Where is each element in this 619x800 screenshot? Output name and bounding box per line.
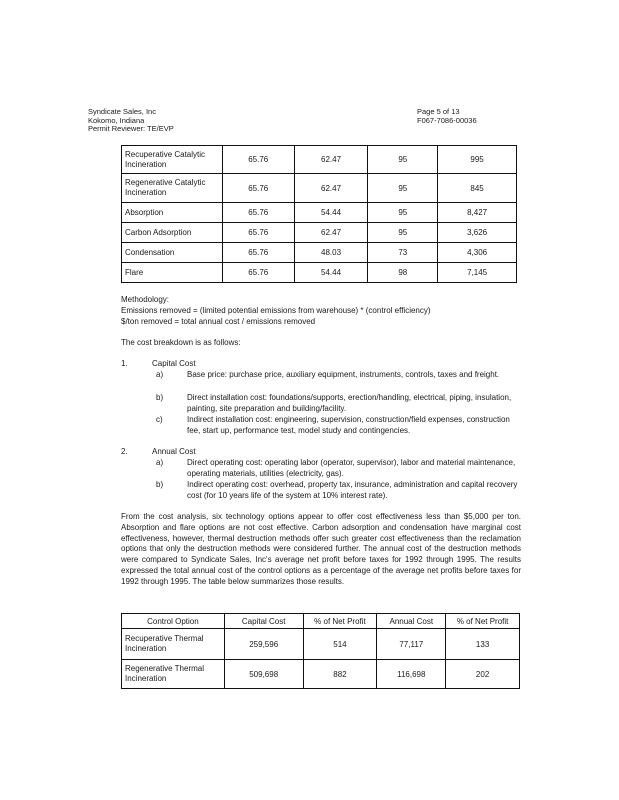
item-marker: b)	[156, 393, 164, 402]
cost-effectiveness-table	[121, 145, 517, 283]
cell: 259,596	[224, 629, 303, 660]
cell: 77,117	[377, 629, 446, 660]
column-header: Capital Cost	[224, 614, 303, 629]
table-row	[122, 146, 517, 174]
list-item: Base price: purchase price, auxiliary equipment, instruments, controls, taxes and freight.	[187, 370, 500, 379]
table-row	[122, 243, 517, 263]
cell: 95	[368, 174, 438, 203]
column-header: Annual Cost	[377, 614, 446, 629]
row-label: Regenerative Thermal Incineration	[122, 660, 225, 689]
cell: 995	[438, 146, 517, 174]
item-marker: b)	[156, 480, 164, 489]
column-header: % of Net Profit	[303, 614, 377, 629]
methodology	[121, 295, 521, 327]
cell: 65.76	[222, 174, 294, 203]
header-page: Page 5 of 13	[417, 107, 460, 116]
cell: 95	[368, 203, 438, 223]
methodology-title: Methodology:	[121, 295, 170, 304]
table-row	[122, 660, 520, 689]
table-row	[122, 203, 517, 223]
cell: 3,626	[438, 223, 517, 243]
cell: 62.47	[294, 174, 368, 203]
cell: 65.76	[222, 243, 294, 263]
column-header: Control Option	[122, 614, 225, 629]
header-company: Syndicate Sales, Inc	[88, 107, 156, 116]
methodology-line1: Emissions removed = (limited potential emissions from warehouse) * (control efficiency)	[121, 305, 431, 315]
cell: 62.47	[294, 223, 368, 243]
cell: 509,698	[224, 660, 303, 689]
net-profit-table	[121, 613, 520, 689]
cell: 65.76	[222, 146, 294, 174]
cell: 54.44	[294, 203, 368, 223]
item-marker: a)	[156, 458, 164, 467]
header-permit: F067-7086-00036	[417, 115, 477, 125]
list-title: Annual Cost	[152, 447, 196, 456]
cell: 54.44	[294, 263, 368, 283]
cell: 65.76	[222, 203, 294, 223]
cell: 133	[446, 629, 520, 660]
row-label: Regenerative Catalytic Incineration	[122, 174, 223, 203]
cell: 98	[368, 263, 438, 283]
table-row	[122, 223, 517, 243]
row-label: Condensation	[122, 243, 223, 263]
cell: 65.76	[222, 263, 294, 283]
row-label: Carbon Adsorption	[122, 223, 223, 243]
row-label: Flare	[122, 263, 223, 283]
cell: 514	[303, 629, 377, 660]
breakdown-intro: The cost breakdown is as follows:	[121, 338, 241, 347]
column-header: % of Net Profit	[446, 614, 520, 629]
row-label: Absorption	[122, 203, 223, 223]
row-label: Recuperative Thermal Incineration	[122, 629, 225, 660]
cell: 65.76	[222, 223, 294, 243]
cell: 116,698	[377, 660, 446, 689]
list-item: Indirect operating cost: overhead, property tax, insurance, administration and capital recovery cost (for 10 years life of the system at 10% interest rate).	[187, 480, 518, 500]
table-header-row	[122, 614, 520, 629]
list-item: Direct operating cost: operating labor (operator, supervisor), labor and material maintenance, operating materials, utilities (electricity, gas).	[187, 458, 516, 478]
table-row	[122, 174, 517, 203]
cell: 7,145	[438, 263, 517, 283]
list-item: Direct installation cost: foundations/supports, erection/handling, electrical, piping, insulation, painting, site preparation and building/facility.	[187, 393, 512, 413]
cell: 8,427	[438, 203, 517, 223]
table-row	[122, 263, 517, 283]
cell: 202	[446, 660, 520, 689]
cell: 882	[303, 660, 377, 689]
cell: 4,306	[438, 243, 517, 263]
cell: 95	[368, 146, 438, 174]
cell: 95	[368, 223, 438, 243]
item-marker: c)	[156, 415, 163, 424]
cell: 62.47	[294, 146, 368, 174]
header-location: Kokomo, Indiana	[88, 115, 145, 125]
header-reviewer: Permit Reviewer: TE/EVP	[88, 124, 174, 133]
list-title: Capital Cost	[152, 359, 196, 368]
analysis-paragraph: From the cost analysis, six technology options appear to offer cost effectiveness less than $5,000 per ton. Absorption and flare options are not cost effective. Carbon adsorption and condensation have marginal cost effectiveness, however, thermal destruction methods offer such greater cost effectiveness than the reclamation options that only the destruction methods were considered further. The annual cost of the destruction methods were compared to Syndicate Sales, Inc's average net profit before taxes for 1992 through 1995. The results expressed the total annual cost of the control options as a percentage of the average net profits before taxes for 1992 through 1995. The table below summarizes those results.	[121, 512, 521, 586]
table-row	[122, 629, 520, 660]
cell: 48.03	[294, 243, 368, 263]
cell: 73	[368, 243, 438, 263]
methodology-line2: $/ton removed = total annual cost / emissions removed	[121, 316, 316, 326]
list-item: Indirect installation cost: engineering, supervision, construction/field expenses, construction fee, start up, performance test, model study and contingencies.	[187, 415, 510, 435]
header-left	[88, 108, 174, 134]
row-label: Recuperative Catalytic Incineration	[122, 146, 223, 174]
item-marker: a)	[156, 370, 164, 379]
cell: 845	[438, 174, 517, 203]
list-number: 1.	[121, 359, 128, 368]
header-right	[417, 108, 477, 125]
list-number: 2.	[121, 447, 128, 456]
